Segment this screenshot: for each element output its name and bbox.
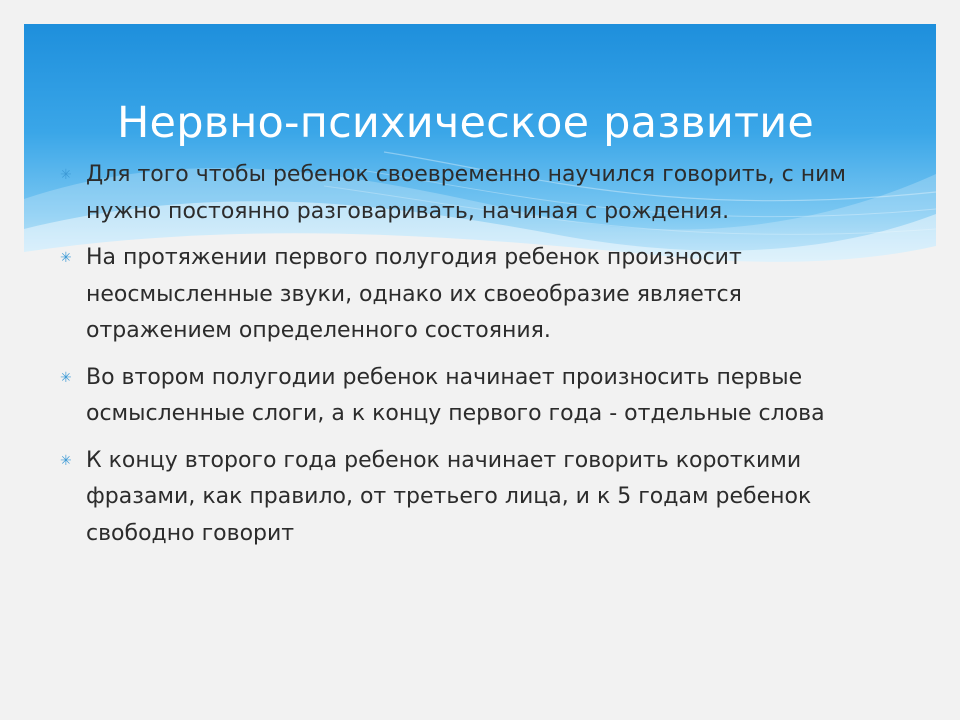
asterisk-icon: ✳ [60, 452, 72, 469]
bullet-list [58, 157, 878, 562]
list-item-text: Во втором полугодии ребенок начинает произносить первые осмысленные слоги, а к концу первого года - отдельные слова [86, 364, 825, 426]
list-item [58, 157, 878, 230]
list-item [58, 443, 878, 553]
list-item [58, 360, 878, 433]
list-item-text: К концу второго года ребенок начинает говорить короткими фразами, как правило, от третьего лица, и к 5 годам ребенок свободно говорит [86, 447, 812, 546]
list-item-text: На протяжении первого полугодия ребенок произносит неосмысленные звуки, однако их своеобразие является отражением определенного состояния. [86, 245, 742, 343]
list-item [58, 240, 878, 350]
list-item-text: Для того чтобы ребенок своевременно научился говорить, с ним нужно постоянно разговаривать, начиная с рождения. [86, 162, 846, 224]
asterisk-icon: ✳ [60, 369, 72, 386]
page-title: Нервно-психическое развитие [117, 98, 815, 148]
asterisk-icon: ✳ [60, 250, 72, 266]
asterisk-icon: ✳ [60, 167, 72, 183]
